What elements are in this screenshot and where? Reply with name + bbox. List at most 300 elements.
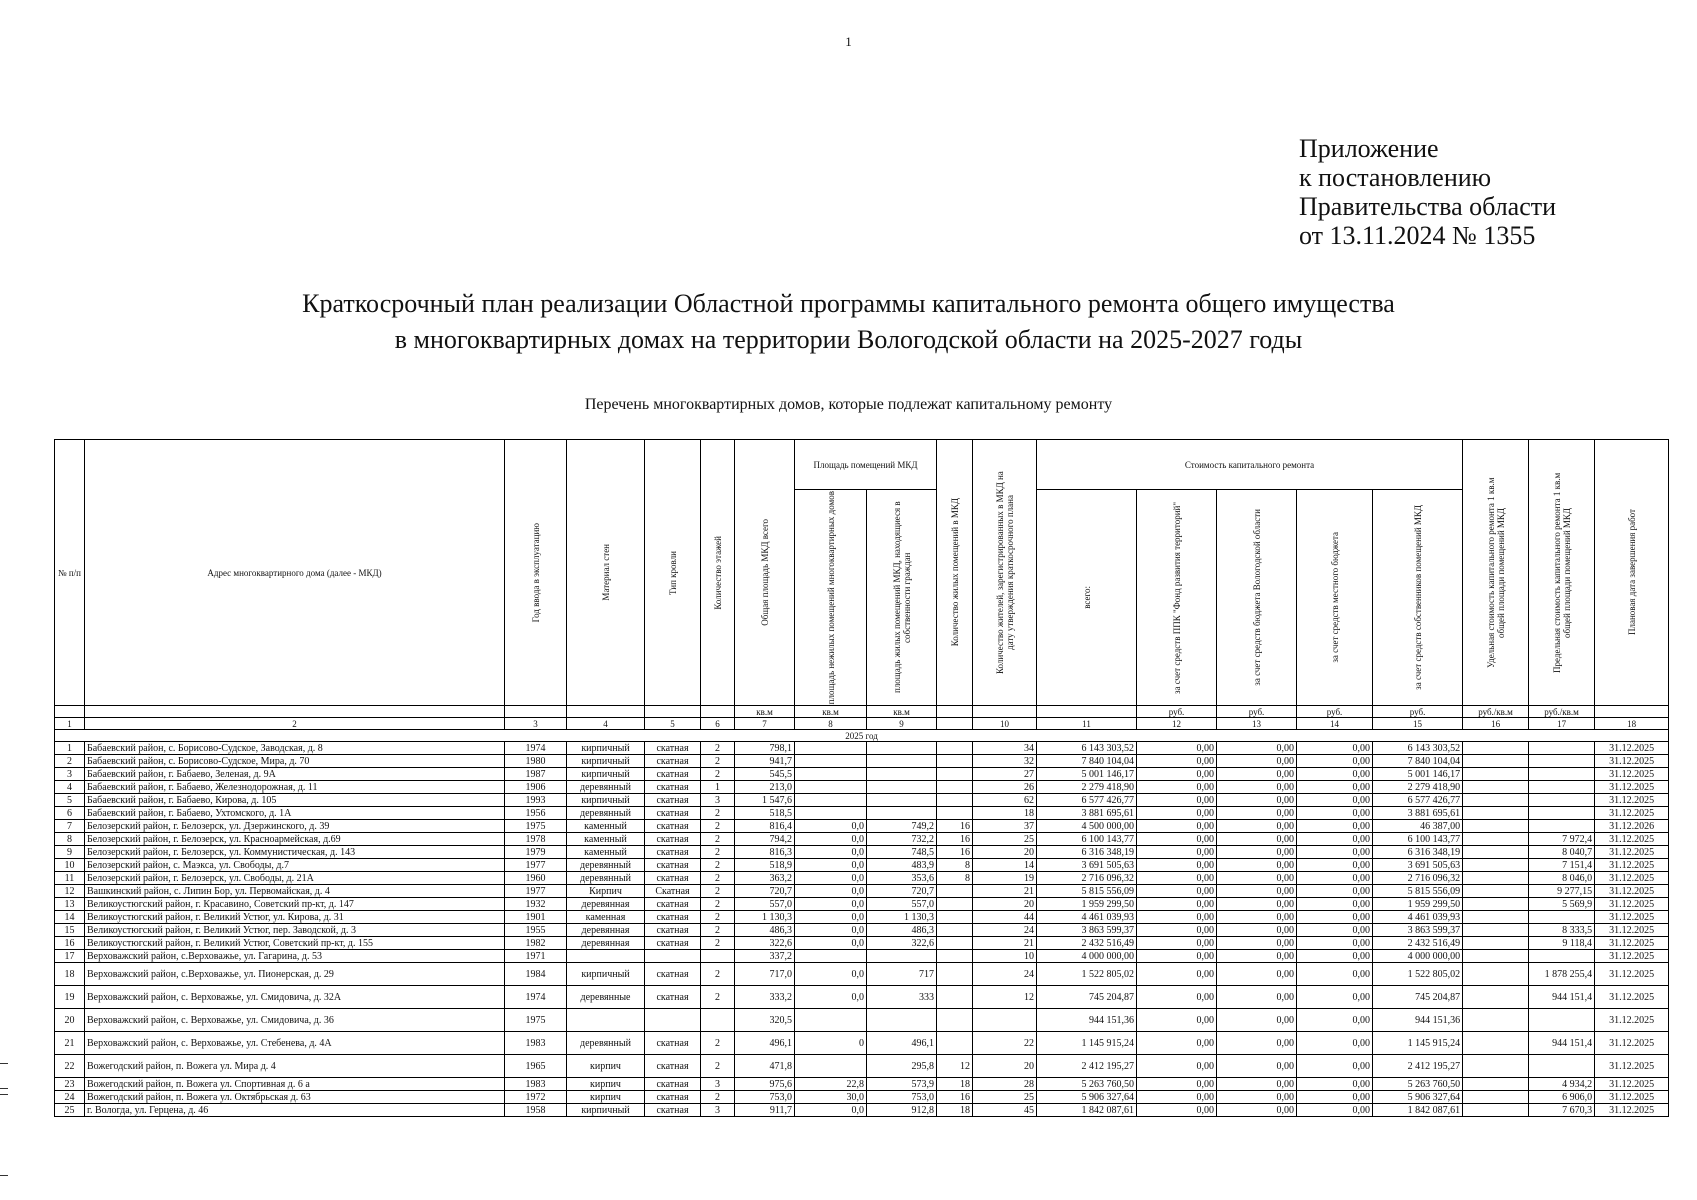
- header-res-count: Количество жилых помещений в МКД: [937, 440, 973, 706]
- cell-nonres: [795, 742, 867, 755]
- cell-total: 1 145 915,24: [1037, 1032, 1137, 1055]
- cell-unit: [1463, 1032, 1529, 1055]
- cell-area: 911,7: [735, 1104, 795, 1117]
- cell-area: 717,0: [735, 963, 795, 986]
- cell-nonres: 0: [795, 1032, 867, 1055]
- cell-nonres: 0,0: [795, 898, 867, 911]
- table-row: [55, 963, 1669, 986]
- table-row: [55, 924, 1669, 937]
- cell-loc: 0,00: [1297, 1055, 1373, 1078]
- cell-max: [1529, 1055, 1595, 1078]
- cell-reg: 0,00: [1217, 820, 1297, 833]
- cell-area: 337,2: [735, 950, 795, 963]
- cell-res: 573,9: [867, 1078, 937, 1091]
- cell-floors: 2: [701, 937, 735, 950]
- cell-people: 22: [973, 1032, 1037, 1055]
- cell-max: [1529, 768, 1595, 781]
- cell-unit: [1463, 781, 1529, 794]
- cell-cnt: [937, 768, 973, 781]
- cell-loc: 0,00: [1297, 924, 1373, 937]
- cell-reg: 0,00: [1217, 794, 1297, 807]
- cell-n: 12: [55, 885, 85, 898]
- cell-fund: 0,00: [1137, 1078, 1217, 1091]
- cell-people: 18: [973, 807, 1037, 820]
- cell-date: 31.12.2025: [1595, 859, 1669, 872]
- cell-unit: [1463, 833, 1529, 846]
- header-cost-fund: за счет средств ППК "Фонд развития территорий": [1137, 490, 1217, 706]
- cell-total: 1 959 299,50: [1037, 898, 1137, 911]
- cell-date: 31.12.2025: [1595, 1078, 1669, 1091]
- cell-addr: Вожегодский район, п. Вожега ул. Спортивная д. 6 а: [85, 1078, 505, 1091]
- cell-year: 1983: [505, 1078, 567, 1091]
- cell-max: [1529, 807, 1595, 820]
- cell-reg: 0,00: [1217, 1091, 1297, 1104]
- cell-people: 26: [973, 781, 1037, 794]
- cell-area: 333,2: [735, 986, 795, 1009]
- cell-date: 31.12.2025: [1595, 1009, 1669, 1032]
- cell-cnt: [937, 898, 973, 911]
- cell-max: [1529, 755, 1595, 768]
- cell-area: 363,2: [735, 872, 795, 885]
- column-numbers-row: [55, 718, 1669, 730]
- cell-people: 25: [973, 833, 1037, 846]
- cell-unit: [1463, 950, 1529, 963]
- cell-reg: 0,00: [1217, 833, 1297, 846]
- cell-walls: каменная: [567, 911, 645, 924]
- cell-cnt: [937, 1009, 973, 1032]
- cell-nonres: [795, 794, 867, 807]
- unit-label: кв.м: [867, 706, 937, 718]
- cell-area: 798,1: [735, 742, 795, 755]
- cell-max: [1529, 911, 1595, 924]
- cell-area: 545,5: [735, 768, 795, 781]
- cell-total: 5 001 146,17: [1037, 768, 1137, 781]
- cell-year: 1974: [505, 986, 567, 1009]
- cell-unit: [1463, 1091, 1529, 1104]
- cell-date: 31.12.2025: [1595, 1104, 1669, 1117]
- cell-loc: 0,00: [1297, 1009, 1373, 1032]
- cell-floors: 3: [701, 1104, 735, 1117]
- cell-total: 2 432 516,49: [1037, 937, 1137, 950]
- cell-res: 720,7: [867, 885, 937, 898]
- cell-reg: 0,00: [1217, 859, 1297, 872]
- cell-res: 496,1: [867, 1032, 937, 1055]
- cell-cnt: 16: [937, 833, 973, 846]
- cell-date: 31.12.2025: [1595, 781, 1669, 794]
- cell-loc: 0,00: [1297, 833, 1373, 846]
- cell-cnt: [937, 885, 973, 898]
- cell-nonres: 0,0: [795, 846, 867, 859]
- cell-floors: 2: [701, 872, 735, 885]
- cell-unit: [1463, 986, 1529, 1009]
- cell-date: 31.12.2025: [1595, 885, 1669, 898]
- cell-floors: 2: [701, 963, 735, 986]
- cell-max: 8 046,0: [1529, 872, 1595, 885]
- cell-year: 1982: [505, 937, 567, 950]
- col-number: 15: [1373, 718, 1463, 730]
- cell-max: 9 118,4: [1529, 937, 1595, 950]
- table-row: [55, 794, 1669, 807]
- cell-year: 1975: [505, 820, 567, 833]
- cell-nonres: [795, 768, 867, 781]
- cell-addr: Вашкинский район, с. Липин Бор, ул. Первомайская, д. 4: [85, 885, 505, 898]
- cell-fund: 0,00: [1137, 963, 1217, 986]
- cell-fund: 0,00: [1137, 833, 1217, 846]
- table-row: [55, 859, 1669, 872]
- cell-loc: 0,00: [1297, 872, 1373, 885]
- cell-own: 2 432 516,49: [1373, 937, 1463, 950]
- cell-fund: 0,00: [1137, 820, 1217, 833]
- cell-area: 753,0: [735, 1091, 795, 1104]
- cell-n: 3: [55, 768, 85, 781]
- table-row: [55, 781, 1669, 794]
- col-number: 13: [1217, 718, 1297, 730]
- cell-people: 12: [973, 986, 1037, 1009]
- cell-area: 794,2: [735, 833, 795, 846]
- cell-area: 941,7: [735, 755, 795, 768]
- cell-area: 975,6: [735, 1078, 795, 1091]
- cell-roof: скатная: [645, 898, 701, 911]
- cell-total: 6 143 303,52: [1037, 742, 1137, 755]
- cell-people: 20: [973, 846, 1037, 859]
- cell-people: 34: [973, 742, 1037, 755]
- cell-own: 2 412 195,27: [1373, 1055, 1463, 1078]
- cell-n: 1: [55, 742, 85, 755]
- cell-n: 21: [55, 1032, 85, 1055]
- cell-loc: 0,00: [1297, 986, 1373, 1009]
- cell-unit: [1463, 807, 1529, 820]
- cell-res: 732,2: [867, 833, 937, 846]
- cell-cnt: 18: [937, 1104, 973, 1117]
- cell-cnt: [937, 742, 973, 755]
- table-row: [55, 986, 1669, 1009]
- cell-res: 717: [867, 963, 937, 986]
- cell-unit: [1463, 1055, 1529, 1078]
- col-number: 5: [645, 718, 701, 730]
- cell-reg: 0,00: [1217, 1104, 1297, 1117]
- cell-reg: 0,00: [1217, 846, 1297, 859]
- table-row: [55, 1032, 1669, 1055]
- cell-fund: 0,00: [1137, 937, 1217, 950]
- cell-own: 6 143 303,52: [1373, 742, 1463, 755]
- cell-n: 24: [55, 1091, 85, 1104]
- cell-roof: скатная: [645, 1055, 701, 1078]
- cell-res: 333: [867, 986, 937, 1009]
- cell-date: 31.12.2025: [1595, 950, 1669, 963]
- cell-year: 1987: [505, 768, 567, 781]
- cell-cnt: 16: [937, 1091, 973, 1104]
- cell-res: 295,8: [867, 1055, 937, 1078]
- cell-year: 1984: [505, 963, 567, 986]
- cell-walls: каменный: [567, 846, 645, 859]
- cell-year: 1974: [505, 742, 567, 755]
- cell-n: 2: [55, 755, 85, 768]
- scan-mark: [0, 1088, 8, 1089]
- cell-res: [867, 742, 937, 755]
- cell-date: 31.12.2025: [1595, 846, 1669, 859]
- cell-walls: кирпичный: [567, 755, 645, 768]
- col-number: 6: [701, 718, 735, 730]
- cell-roof: скатная: [645, 768, 701, 781]
- cell-reg: 0,00: [1217, 781, 1297, 794]
- scan-mark: [0, 1094, 8, 1095]
- cell-n: 20: [55, 1009, 85, 1032]
- cell-reg: 0,00: [1217, 963, 1297, 986]
- cell-n: 13: [55, 898, 85, 911]
- cell-fund: 0,00: [1137, 1104, 1217, 1117]
- col-number: 14: [1297, 718, 1373, 730]
- cell-roof: скатная: [645, 859, 701, 872]
- cell-fund: 0,00: [1137, 872, 1217, 885]
- cell-floors: 2: [701, 898, 735, 911]
- cell-own: 5 263 760,50: [1373, 1078, 1463, 1091]
- cell-addr: г. Вологда, ул. Герцена, д. 46: [85, 1104, 505, 1117]
- cell-own: 46 387,00: [1373, 820, 1463, 833]
- cell-walls: деревянный: [567, 1032, 645, 1055]
- cell-unit: [1463, 924, 1529, 937]
- cell-cnt: [937, 924, 973, 937]
- cell-date: 31.12.2025: [1595, 833, 1669, 846]
- cell-nonres: [795, 781, 867, 794]
- cell-year: 1983: [505, 1032, 567, 1055]
- cell-nonres: [795, 807, 867, 820]
- cell-roof: скатная: [645, 742, 701, 755]
- cell-fund: 0,00: [1137, 768, 1217, 781]
- col-number: 1: [55, 718, 85, 730]
- cell-walls: деревянная: [567, 937, 645, 950]
- cell-n: 18: [55, 963, 85, 986]
- cell-fund: 0,00: [1137, 742, 1217, 755]
- header-max-cost: Предельная стоимость капитального ремонта 1 кв.м общей площади помещений МКД: [1529, 440, 1595, 706]
- cell-year: 1906: [505, 781, 567, 794]
- cell-floors: 2: [701, 755, 735, 768]
- cell-walls: деревянный: [567, 872, 645, 885]
- cell-max: [1529, 781, 1595, 794]
- cell-fund: 0,00: [1137, 807, 1217, 820]
- cell-addr: Бабаевский район, г. Бабаево, Кирова, д. 105: [85, 794, 505, 807]
- cell-reg: 0,00: [1217, 1009, 1297, 1032]
- cell-reg: 0,00: [1217, 742, 1297, 755]
- cell-date: 31.12.2025: [1595, 872, 1669, 885]
- table-row: [55, 768, 1669, 781]
- cell-nonres: 0,0: [795, 937, 867, 950]
- cell-walls: кирпичный: [567, 768, 645, 781]
- cell-floors: 2: [701, 1032, 735, 1055]
- cell-res: [867, 768, 937, 781]
- cell-year: 1971: [505, 950, 567, 963]
- cell-n: 25: [55, 1104, 85, 1117]
- cell-addr: Белозерский район, г. Белозерск, ул. Красноармейская, д.69: [85, 833, 505, 846]
- unit-label: руб.: [1217, 706, 1297, 718]
- cell-reg: 0,00: [1217, 1032, 1297, 1055]
- cell-people: 10: [973, 950, 1037, 963]
- cell-n: 19: [55, 986, 85, 1009]
- header-cost-owners: за счет средств собственников помещений МКД: [1373, 490, 1463, 706]
- cell-walls: кирпич: [567, 1078, 645, 1091]
- cell-year: 1965: [505, 1055, 567, 1078]
- cell-own: 2 279 418,90: [1373, 781, 1463, 794]
- unit-label: кв.м: [795, 706, 867, 718]
- cell-own: 3 881 695,61: [1373, 807, 1463, 820]
- cell-walls: деревянный: [567, 781, 645, 794]
- cell-fund: 0,00: [1137, 1032, 1217, 1055]
- cell-res: 912,8: [867, 1104, 937, 1117]
- cell-people: 32: [973, 755, 1037, 768]
- cell-total: 3 863 599,37: [1037, 924, 1137, 937]
- cell-fund: 0,00: [1137, 755, 1217, 768]
- cell-roof: скатная: [645, 846, 701, 859]
- cell-addr: Белозерский район, г. Белозерск, ул. Свободы, д. 21А: [85, 872, 505, 885]
- table-row: [55, 1078, 1669, 1091]
- cell-date: 31.12.2026: [1595, 820, 1669, 833]
- cell-roof: скатная: [645, 755, 701, 768]
- cell-area: 1 130,3: [735, 911, 795, 924]
- header-num: № п/п: [55, 440, 85, 706]
- cell-unit: [1463, 742, 1529, 755]
- cell-walls: каменный: [567, 833, 645, 846]
- cell-own: 1 959 299,50: [1373, 898, 1463, 911]
- table-row: [55, 872, 1669, 885]
- cell-own: 1 145 915,24: [1373, 1032, 1463, 1055]
- cell-people: 28: [973, 1078, 1037, 1091]
- header-walls: Материал стен: [567, 440, 645, 706]
- cell-roof: скатная: [645, 1104, 701, 1117]
- cell-people: 21: [973, 885, 1037, 898]
- cell-nonres: 0,0: [795, 986, 867, 1009]
- table-row: [55, 885, 1669, 898]
- cell-cnt: [937, 950, 973, 963]
- cell-max: 4 934,2: [1529, 1078, 1595, 1091]
- cell-loc: 0,00: [1297, 794, 1373, 807]
- cell-total: 1 842 087,61: [1037, 1104, 1137, 1117]
- cell-max: [1529, 950, 1595, 963]
- cell-year: 1958: [505, 1104, 567, 1117]
- cell-roof: скатная: [645, 807, 701, 820]
- unit-label: кв.м: [735, 706, 795, 718]
- cell-n: 14: [55, 911, 85, 924]
- cell-nonres: 0,0: [795, 911, 867, 924]
- cell-res: 748,5: [867, 846, 937, 859]
- cell-fund: 0,00: [1137, 1091, 1217, 1104]
- cell-people: 37: [973, 820, 1037, 833]
- cell-walls: кирпичный: [567, 742, 645, 755]
- cell-walls: кирпичный: [567, 963, 645, 986]
- scan-mark: [0, 1175, 8, 1176]
- table-body: [55, 742, 1669, 1117]
- cell-roof: скатная: [645, 963, 701, 986]
- cell-addr: Вожегодский район, п. Вожега ул. Октябрьская д. 63: [85, 1091, 505, 1104]
- cell-people: 25: [973, 1091, 1037, 1104]
- cell-res: [867, 807, 937, 820]
- cell-total: 2 279 418,90: [1037, 781, 1137, 794]
- header-total-area: Общая площадь МКД всего: [735, 440, 795, 706]
- cell-cnt: [937, 937, 973, 950]
- cell-n: 7: [55, 820, 85, 833]
- cell-people: 27: [973, 768, 1037, 781]
- cell-own: 5 906 327,64: [1373, 1091, 1463, 1104]
- cell-people: 14: [973, 859, 1037, 872]
- cell-roof: скатная: [645, 924, 701, 937]
- cell-floors: [701, 1009, 735, 1032]
- title-line: Краткосрочный план реализации Областной программы капитального ремонта общего имущества: [302, 289, 1395, 318]
- col-number: 11: [1037, 718, 1137, 730]
- cell-fund: 0,00: [1137, 859, 1217, 872]
- cell-area: 213,0: [735, 781, 795, 794]
- cell-roof: Скатная: [645, 885, 701, 898]
- cell-own: 4 461 039,93: [1373, 911, 1463, 924]
- cell-loc: 0,00: [1297, 898, 1373, 911]
- table-row: [55, 1009, 1669, 1032]
- cell-res: 753,0: [867, 1091, 937, 1104]
- cell-max: [1529, 1009, 1595, 1032]
- cell-max: [1529, 820, 1595, 833]
- cell-fund: 0,00: [1137, 1009, 1217, 1032]
- cell-floors: 2: [701, 807, 735, 820]
- cell-floors: 2: [701, 820, 735, 833]
- cell-total: 4 500 000,00: [1037, 820, 1137, 833]
- table-row: [55, 755, 1669, 768]
- header-date: Плановая дата завершения работ: [1595, 440, 1669, 706]
- cell-res: 1 130,3: [867, 911, 937, 924]
- cell-date: 31.12.2025: [1595, 911, 1669, 924]
- cell-unit: [1463, 898, 1529, 911]
- cell-cnt: [937, 755, 973, 768]
- cell-max: 5 569,9: [1529, 898, 1595, 911]
- cell-year: 1975: [505, 1009, 567, 1032]
- cell-loc: 0,00: [1297, 781, 1373, 794]
- cell-own: 4 000 000,00: [1373, 950, 1463, 963]
- cell-res: 749,2: [867, 820, 937, 833]
- cell-unit: [1463, 820, 1529, 833]
- cell-reg: 0,00: [1217, 807, 1297, 820]
- table-row: [55, 1091, 1669, 1104]
- col-number: 16: [1463, 718, 1529, 730]
- cell-date: 31.12.2025: [1595, 898, 1669, 911]
- cell-n: 4: [55, 781, 85, 794]
- cell-unit: [1463, 1009, 1529, 1032]
- scan-mark: [0, 1063, 8, 1064]
- cell-people: 45: [973, 1104, 1037, 1117]
- cell-reg: 0,00: [1217, 950, 1297, 963]
- cell-loc: 0,00: [1297, 1032, 1373, 1055]
- cell-own: 5 001 146,17: [1373, 768, 1463, 781]
- cell-fund: 0,00: [1137, 898, 1217, 911]
- cell-loc: 0,00: [1297, 820, 1373, 833]
- cell-area: 816,4: [735, 820, 795, 833]
- cell-cnt: [937, 911, 973, 924]
- cell-people: 44: [973, 911, 1037, 924]
- cell-reg: 0,00: [1217, 986, 1297, 1009]
- cell-max: 9 277,15: [1529, 885, 1595, 898]
- cell-year: 1960: [505, 872, 567, 885]
- cell-nonres: 0,0: [795, 963, 867, 986]
- cell-own: 6 100 143,77: [1373, 833, 1463, 846]
- cell-total: 5 815 556,09: [1037, 885, 1137, 898]
- cell-floors: 3: [701, 794, 735, 807]
- cell-n: 16: [55, 937, 85, 950]
- cell-total: 1 522 805,02: [1037, 963, 1137, 986]
- cell-roof: скатная: [645, 937, 701, 950]
- cell-people: 24: [973, 963, 1037, 986]
- cell-floors: 2: [701, 1055, 735, 1078]
- cell-walls: кирпичный: [567, 794, 645, 807]
- cell-res: [867, 781, 937, 794]
- cell-addr: Великоустюгский район, г. Великий Устюг, пер. Заводской, д. 3: [85, 924, 505, 937]
- cell-addr: Бабаевский район, с. Борисово-Судское, Заводская, д. 8: [85, 742, 505, 755]
- appendix-line: к постановлению: [1299, 163, 1492, 192]
- cell-year: 1977: [505, 885, 567, 898]
- cell-roof: скатная: [645, 1091, 701, 1104]
